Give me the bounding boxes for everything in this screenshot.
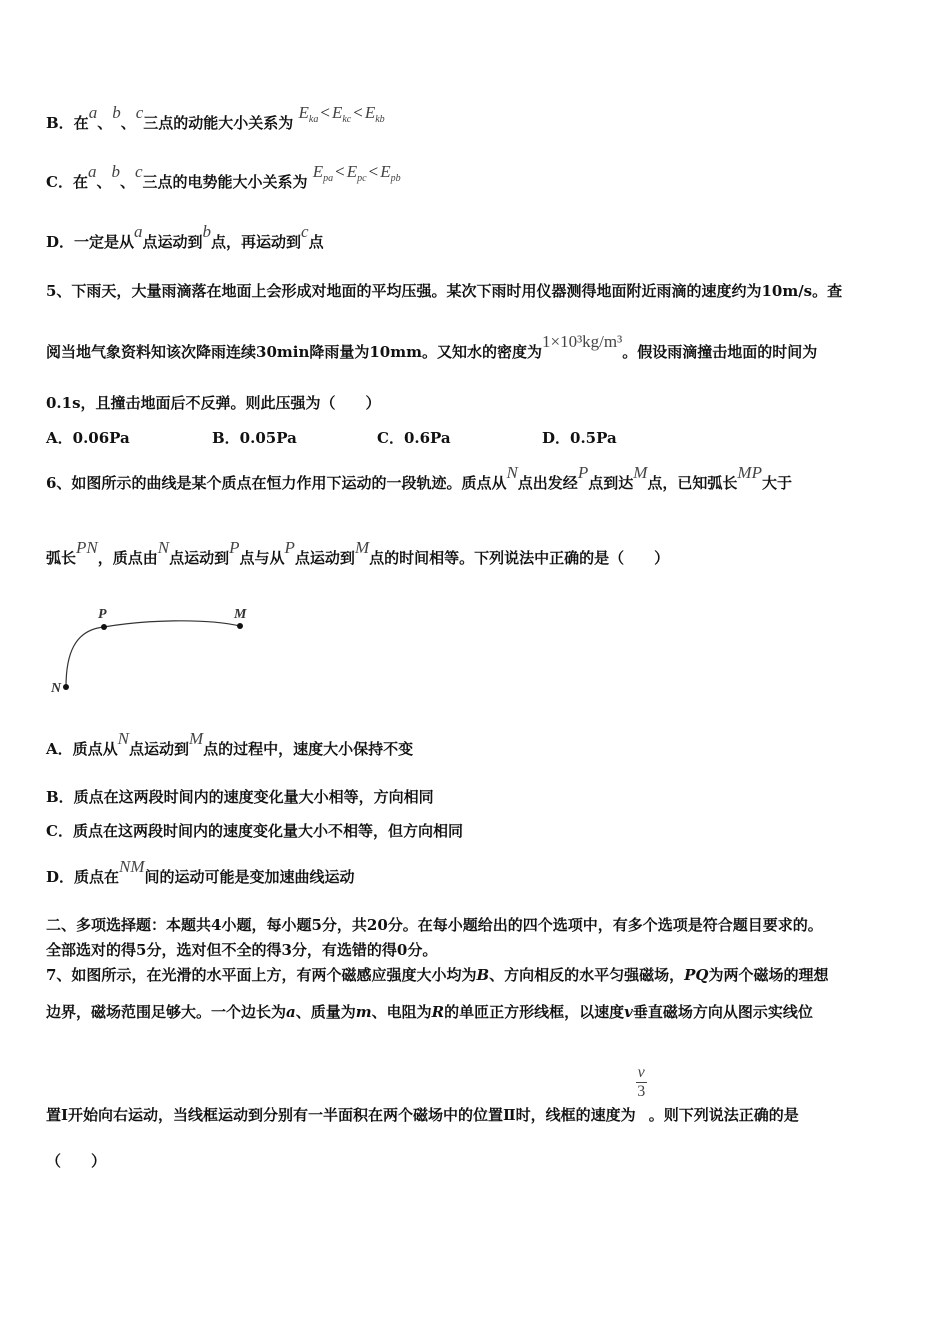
- text: 、质量为: [295, 1003, 356, 1021]
- q6-option-a: [46, 729, 414, 759]
- section2-line-1: 二、多项选择题：本题共4小题，每小题5分，共20分。在每小题给出的四个选项中，有多个选项是符合题目要求的。: [46, 916, 823, 934]
- text: 。假设雨滴撞击地面的时间为: [622, 343, 818, 361]
- q5-option-a: A．0.06Pa: [46, 429, 130, 447]
- text: 点运动到: [142, 233, 203, 251]
- var-b: b: [112, 103, 121, 122]
- text: 点，已知弧长: [647, 474, 738, 492]
- trajectory-figure: [44, 600, 264, 700]
- var-m: M: [189, 729, 204, 748]
- var-a: a: [88, 103, 98, 122]
- text: 为两个磁场的理想: [708, 966, 829, 984]
- q4-option-b: [46, 103, 385, 133]
- text: 。则下列说法正确的是: [648, 1106, 799, 1124]
- var-nm: NM: [119, 857, 145, 876]
- text: 阅当地气象资料知该次降雨连续30min降雨量为10mm。又知水的密度为: [46, 343, 542, 361]
- text: 置Ⅰ开始向右运动，当线框运动到分别有一半面积在两个磁场中的位置Ⅱ时，线框的速度为: [46, 1106, 636, 1124]
- label-p: P: [98, 607, 107, 622]
- sep: 、: [119, 173, 135, 191]
- text: 、电阻为: [371, 1003, 432, 1021]
- potential-energy-expression: $E_{pa} < E_{pc} < E_{pb}$: [312, 162, 401, 184]
- q5-option-d: D．0.5Pa: [542, 429, 617, 447]
- q6-option-d: [46, 857, 355, 887]
- sep: 、: [96, 173, 112, 191]
- text: 点: [308, 233, 324, 251]
- q6-option-c: C．质点在这两段时间内的速度变化量大小不相等，但方向相同: [46, 822, 463, 840]
- text: 、方向相反的水平匀强磁场，: [489, 966, 685, 984]
- text: 点的过程中，速度大小保持不变: [203, 740, 414, 758]
- var-n: N: [506, 463, 518, 482]
- text: B．在: [46, 114, 89, 132]
- label-m: M: [234, 607, 247, 622]
- var-n: N: [117, 729, 129, 748]
- q7-line-1: [46, 964, 829, 985]
- var-b: b: [202, 222, 212, 241]
- text: 垂直磁场方向从图示实线位: [632, 1003, 813, 1021]
- q5-line-3: 0.1s，且撞击地面后不反弹。则此压强为（ ）: [46, 394, 381, 412]
- point-n: [63, 684, 69, 690]
- var-c: c: [301, 222, 309, 241]
- text: A．质点从: [46, 740, 118, 758]
- label-n: N: [51, 681, 62, 696]
- text: 的单匝正方形线框，以速度: [444, 1003, 625, 1021]
- fraction-v-over-3: $\frac{v}{3}$: [637, 1064, 646, 1100]
- var-a: a: [134, 222, 143, 241]
- var-a: a: [87, 162, 97, 181]
- text: D．质点在: [46, 868, 120, 886]
- sep: 、: [97, 114, 113, 132]
- var-m: m: [355, 1003, 372, 1021]
- point-p: [101, 624, 107, 630]
- text: 弧长: [46, 549, 77, 567]
- text: 大于: [761, 474, 792, 492]
- text: 三点的动能大小关系为: [143, 114, 294, 132]
- var-m: M: [354, 538, 370, 557]
- text: 点出发经: [517, 474, 578, 492]
- var-m: M: [633, 463, 648, 482]
- q5-line-2: [46, 332, 818, 362]
- var-r: R: [431, 1003, 445, 1021]
- text: 点的时间相等。下列说法中正确的是（ ）: [369, 549, 670, 567]
- text: 点到达: [588, 474, 634, 492]
- var-b: B: [476, 966, 490, 984]
- text: ，质点由: [97, 549, 158, 567]
- text: 6、如图所示的曲线是某个质点在恒力作用下运动的一段轨迹。质点从: [46, 474, 507, 492]
- text: 三点的电势能大小关系为: [142, 173, 308, 191]
- q4-option-d: [46, 222, 324, 252]
- var-n: N: [157, 538, 170, 557]
- trajectory-curve: [66, 621, 240, 687]
- text: 边界，磁场范围足够大。一个边长为: [46, 1003, 287, 1021]
- var-a: a: [286, 1003, 296, 1021]
- q5-option-c: C．0.6Pa: [377, 429, 451, 447]
- sep: 、: [120, 114, 136, 132]
- var-v: v: [624, 1003, 633, 1021]
- var-b: b: [111, 162, 120, 181]
- q7-line-3: [46, 1064, 799, 1124]
- var-c: c: [135, 103, 144, 122]
- q7-line-2: [46, 1001, 813, 1022]
- text: 点与从: [239, 549, 285, 567]
- energy-expression: $E_{ka} < E_{kc} < E_{kb}$: [298, 103, 385, 125]
- var-mp: MP: [737, 463, 762, 482]
- section2-line-2: 全部选对的得5分，选对但不全的得3分，有选错的得0分。: [46, 941, 438, 959]
- q5-line-1: 5、下雨天，大量雨滴落在地面上会形成对地面的平均压强。某次下雨时用仪器测得地面附近雨滴的速度约为10m/s。查: [46, 282, 843, 300]
- text: 点，再运动到: [211, 233, 302, 251]
- text: 点运动到: [128, 740, 189, 758]
- q4-option-c: [46, 162, 401, 192]
- text: 点运动到: [169, 549, 230, 567]
- var-pq: PQ: [684, 966, 709, 984]
- q6-option-b: B．质点在这两段时间内的速度变化量大小相等，方向相同: [46, 788, 434, 806]
- var-p: P: [577, 463, 589, 482]
- q6-line-1: [46, 463, 792, 493]
- q6-line-2: [46, 538, 670, 568]
- text: 7、如图所示，在光滑的水平面上方，有两个磁感应强度大小均为: [46, 966, 477, 984]
- text: D．一定是从: [46, 233, 135, 251]
- density-value: 1×10³kg/m³: [541, 332, 623, 351]
- q5-option-b: B．0.05Pa: [212, 429, 297, 447]
- var-c: c: [134, 162, 143, 181]
- point-m: [237, 623, 243, 629]
- var-p: P: [284, 538, 295, 557]
- text: C．在: [46, 173, 88, 191]
- var-pn: PN: [76, 538, 98, 557]
- text: 点运动到: [294, 549, 355, 567]
- var-p: P: [229, 538, 240, 557]
- q7-line-4: （ ）: [46, 1152, 107, 1170]
- text: 间的运动可能是变加速曲线运动: [144, 868, 355, 886]
